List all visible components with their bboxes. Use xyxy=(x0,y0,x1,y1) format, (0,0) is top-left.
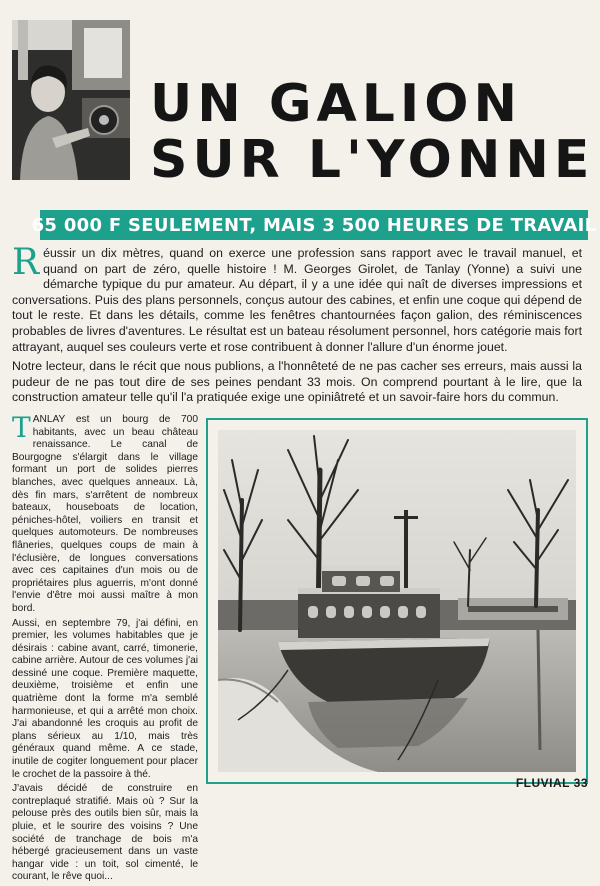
intro-paragraph-1 xyxy=(12,242,582,355)
page-footer xyxy=(516,776,588,790)
column-dropcap: T xyxy=(12,411,31,444)
column-paragraph-1 xyxy=(12,411,198,616)
column-paragraph-1-text: ANLAY est un bourg de 700 habitants, avec un beau château renaissance. Le canal de Bourgogne s'élargit dans le village formant un port de solides pierres blanches, avec quelques anneaux. Là, dès fin mars, s'arrêtent de nombreux bateaux, houseboats de location, péniches-hôtel, voiliers en transit et quelques automoteurs. De nombreuses flâneries, quelques coups de main à l'éclusière, de longues conversations avec ces capitaines d'un mois ou de propriétaires plus aguerris, m'ont donné l'envie d'être moi aussi maître à mon bord. xyxy=(12,414,198,614)
boat-photo xyxy=(218,430,576,772)
title-line-1: UN GALION xyxy=(150,74,522,134)
intro-paragraph-1-text: éussir un dix mètres, quand on exerce une profession sans rapport avec le travail manuel, et quand on part de zéro, quelle histoire ! M. Georges Girolet, de Tanlay (Yonne) a suivi une démarche typique du pur amateur. Au départ, il y a une idée qui naît de diverses impressions et conversations. Puis des plans personnels, conçus autour des cabines, et enfin une coque qui dépend de tout le reste. Et dans les détails, comme les fenêtres chantournées façon galion, des réminiscences probables de livres d'aventures. Le résultat est un bateau résolument personnel, hors catégorie mais fort attrayant, auquel ses couleurs verte et rose contribuent à donner l'allure d'un énorme jouet. xyxy=(12,246,582,354)
boat-photo-frame xyxy=(206,418,588,784)
column-paragraph-3: J'avais décidé de construire en contreplaqué stratifié. Mais où ? Sur la pelouse près des outils bien sûr, mais la pluie, et le sourire des voisins ? Une société de tranchage de bois m'a hébergé gracieusement dans un vaste hangar vide : un toit, sol cimenté, le courant, le rêve quoi... xyxy=(12,783,198,883)
title-line-2: SUR L'YONNE xyxy=(150,130,595,190)
intro-text xyxy=(12,242,582,410)
intro-dropcap: R xyxy=(12,242,40,283)
magazine-name: FLUVIAL xyxy=(515,776,570,790)
intro-paragraph-2: Notre lecteur, dans le récit que nous publions, a l'honnêteté de ne pas cacher ses erreurs, mais aussi la pudeur de ne pas tout dire de ses peines pendant 33 mois. On comprend pourtant à le lire, que la construction amateur telle qu'il l'a pratiquée exige une opiniâtreté et un savoir-faire hors du commun. xyxy=(12,359,582,405)
subtitle-banner: 65 000 F SEULEMENT, MAIS 3 500 HEURES DE TRAVAIL xyxy=(40,210,588,240)
helm-photo xyxy=(12,20,130,180)
column-paragraph-2: Aussi, en septembre 79, j'ai défini, en premier, les volumes habitables que je désirais : cabine avant, carré, timonerie, cabine arrière. Autour de ces volumes j'ai dessiné une coque. Première maquette, deuxième, troisième et enfin une quatrième dont la forme m'a semblé harmonieuse, et qui a arrêté mon choix. J'ai abandonné les croquis au profit de plans sérieux au 1/10, mais très généraux quand même. A ce stade, inutile de cogiter longuement pour placer le crochet de la passoire à thé. xyxy=(12,617,198,780)
article-column xyxy=(12,411,198,886)
page-number: 33 xyxy=(573,776,588,790)
